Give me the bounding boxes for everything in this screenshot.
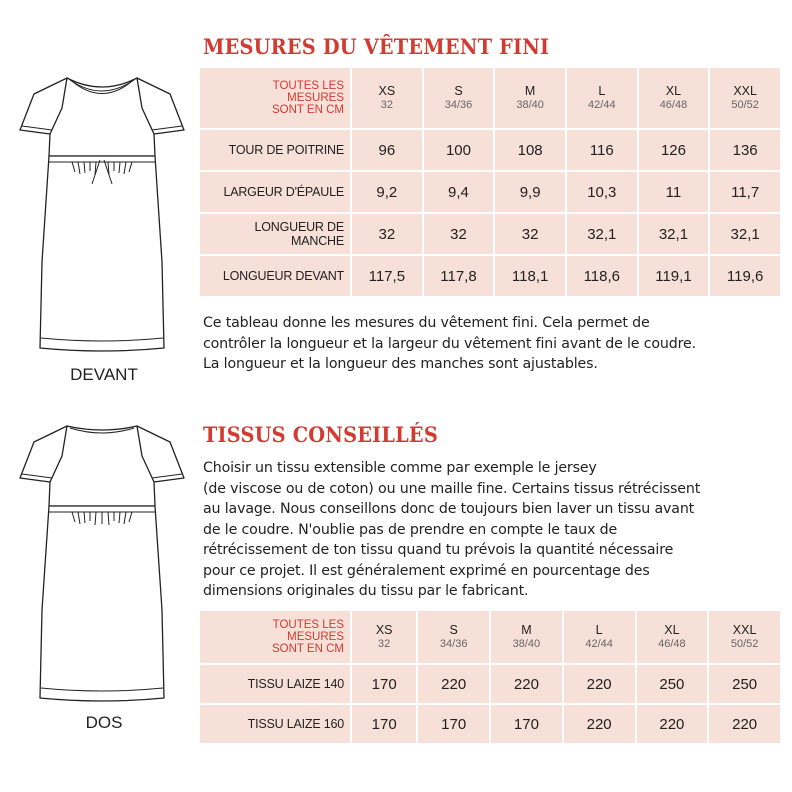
table-cell: 32,1 — [639, 214, 709, 254]
paragraph-line: rétrécissement de ton tissu quand tu prévois la quantité nécessaire — [203, 542, 674, 558]
table-cell: 250 — [637, 665, 708, 703]
units-note-line: MESURES — [287, 631, 344, 643]
table-cell: 32 — [495, 214, 565, 254]
size-header-xxl — [709, 611, 780, 663]
dress-back-illustration — [12, 420, 192, 704]
table-cell: 136 — [710, 130, 780, 170]
table-cell: 117,5 — [352, 256, 422, 296]
size-number: 42/44 — [588, 99, 616, 111]
table-cell: 96 — [352, 130, 422, 170]
paragraph-line: Choisir un tissu extensible comme par exemple le jersey — [203, 460, 597, 476]
table-cell: 170 — [352, 705, 416, 743]
units-note — [200, 68, 350, 128]
table-cell: 32 — [352, 214, 422, 254]
table-row — [200, 130, 780, 170]
back-view-label: DOS — [85, 713, 123, 732]
table-cell: 118,1 — [495, 256, 565, 296]
table-row — [200, 214, 780, 254]
paragraph-line: La longueur et la longueur des manches sont ajustables. — [203, 356, 598, 372]
table-cell: 32,1 — [710, 214, 780, 254]
size-number: 34/36 — [444, 99, 473, 111]
table-cell: 220 — [564, 665, 635, 703]
table-row — [200, 256, 780, 296]
size-number: 50/52 — [731, 99, 759, 111]
size-header-l — [564, 611, 635, 663]
size-header-m — [495, 68, 565, 128]
size-header-xl — [639, 68, 709, 128]
fabrics-title: TISSUS CONSEILLÉS — [203, 422, 438, 447]
table-cell: 170 — [491, 705, 562, 743]
size-header-xs — [352, 68, 422, 128]
table-cell: 9,2 — [352, 172, 422, 212]
size-number: 38/40 — [512, 638, 541, 650]
table-cell: 119,6 — [710, 256, 780, 296]
paragraph-line: dimensions originales du tissu par le fabricant. — [203, 583, 529, 599]
measurements-title: MESURES DU VÊTEMENT FINI — [203, 34, 550, 59]
table-cell: 9,4 — [424, 172, 494, 212]
front-view-label: DEVANT — [70, 365, 138, 384]
table-cell: 220 — [709, 705, 780, 743]
table-header-row — [200, 68, 780, 128]
size-number: 38/40 — [516, 99, 544, 111]
paragraph-line: pour ce projet. Il est généralement exprimé en pourcentage des — [203, 562, 650, 579]
units-note — [200, 611, 350, 663]
row-label: TISSU LAIZE 160 — [200, 705, 350, 743]
size-code: XS — [375, 623, 393, 637]
fabrics-paragraph — [203, 458, 778, 602]
size-number: 32 — [380, 99, 393, 111]
size-code: S — [449, 623, 458, 637]
table-cell: 100 — [424, 130, 494, 170]
table-row — [200, 665, 780, 703]
paragraph-line: (de viscose ou de coton) ou une maille fine. Certains tissus rétrécissent — [203, 480, 701, 497]
size-code: S — [454, 84, 463, 98]
units-note-line: TOUTES LES — [272, 80, 344, 92]
row-label: TISSU LAIZE 140 — [200, 665, 350, 703]
paragraph-line: de le coudre. N'oublie pas de prendre en compte le taux de — [203, 521, 618, 538]
size-header-l — [567, 68, 637, 128]
size-number: 50/52 — [730, 638, 759, 650]
table-row — [200, 172, 780, 212]
size-header-xs — [352, 611, 416, 663]
table-cell: 220 — [491, 665, 562, 703]
size-code: XS — [378, 84, 396, 98]
size-code: XL — [665, 84, 682, 98]
size-header-s — [424, 68, 494, 128]
table-cell: 119,1 — [639, 256, 709, 296]
table-cell: 11,7 — [710, 172, 780, 212]
dress-front-illustration — [12, 72, 192, 354]
size-number: 46/48 — [658, 638, 686, 650]
table-cell: 126 — [639, 130, 709, 170]
table-cell: 118,6 — [567, 256, 637, 296]
size-header-s — [418, 611, 489, 663]
size-header-xxl — [710, 68, 780, 128]
size-code: L — [595, 623, 603, 637]
size-code: XXL — [732, 623, 757, 637]
size-code: XL — [664, 623, 680, 637]
table-cell: 108 — [495, 130, 565, 170]
table-cell: 32 — [424, 214, 494, 254]
units-note-line: MESURES — [287, 92, 344, 104]
size-code: L — [598, 84, 606, 98]
size-number: 32 — [378, 638, 391, 650]
size-number: 34/36 — [439, 638, 468, 650]
row-label: TOUR DE POITRINE — [200, 130, 350, 170]
size-number: 42/44 — [585, 638, 613, 650]
table-cell: 220 — [564, 705, 635, 743]
table-cell: 220 — [637, 705, 708, 743]
table-cell: 220 — [418, 665, 489, 703]
size-number: 46/48 — [659, 99, 688, 111]
units-note-line: SONT EN CM — [272, 643, 344, 655]
table-row — [200, 705, 780, 743]
table-cell: 117,8 — [424, 256, 494, 296]
paragraph-line: contrôler la longueur et la largeur du vêtement fini avant de le coudre. — [203, 335, 696, 352]
table-header-row — [200, 611, 780, 663]
table-cell: 9,9 — [495, 172, 565, 212]
size-header-m — [491, 611, 562, 663]
size-code: XXL — [733, 84, 757, 98]
paragraph-line: Ce tableau donne les mesures du vêtement fini. Cela permet de — [203, 315, 650, 331]
table-cell: 250 — [709, 665, 780, 703]
paragraph-line: au lavage. Nous conseillons donc de toujours bien laver un tissu avant — [203, 501, 695, 517]
size-header-xl — [637, 611, 708, 663]
units-note-line: TOUTES LES — [272, 619, 344, 631]
measurements-table — [198, 66, 782, 298]
table-cell: 32,1 — [567, 214, 637, 254]
size-code: M — [524, 84, 536, 98]
size-code: M — [521, 623, 532, 637]
row-label: LONGUEUR DEVANT — [200, 256, 350, 296]
table-cell: 170 — [352, 665, 416, 703]
row-label: LARGEUR D'ÉPAULE — [200, 172, 350, 212]
table-cell: 170 — [418, 705, 489, 743]
row-label: LONGUEUR DE MANCHE — [200, 214, 350, 254]
measurements-paragraph — [203, 313, 778, 375]
table-cell: 116 — [567, 130, 637, 170]
fabric-table — [198, 609, 782, 745]
table-cell: 10,3 — [567, 172, 637, 212]
table-cell: 11 — [639, 172, 709, 212]
units-note-line: SONT EN CM — [272, 104, 344, 116]
